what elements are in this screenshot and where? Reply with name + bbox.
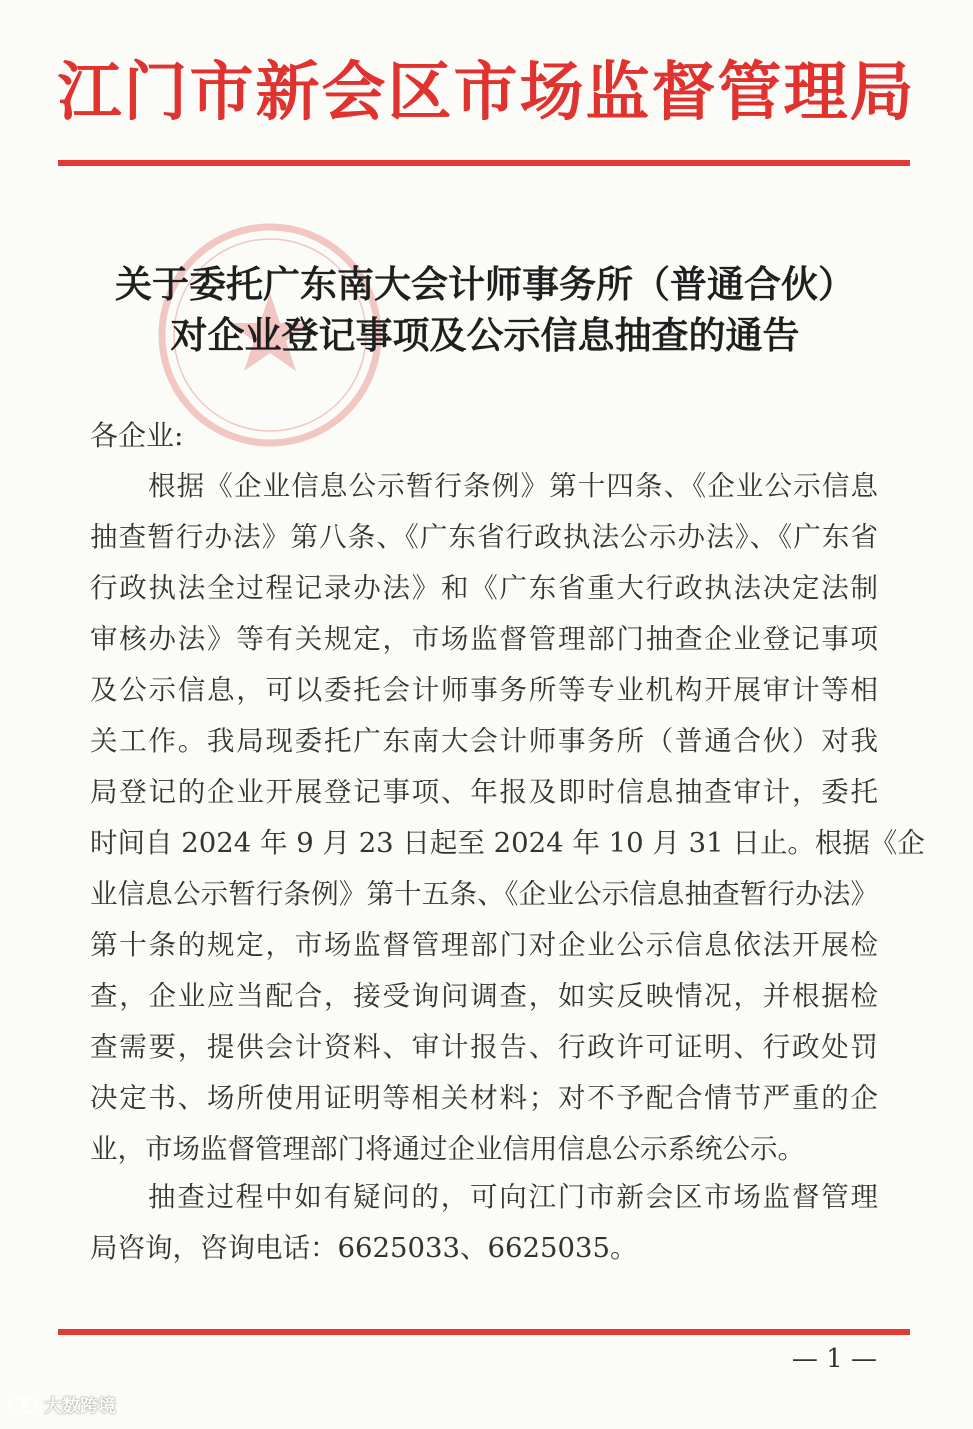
paragraph-line: 行政执法全过程记录办法》和《广东省重大行政执法决定法制 (90, 572, 878, 604)
paragraph-line: 时间自 2024 年 9 月 23 日起至 2024 年 10 月 31 日止。根据《企 (90, 827, 925, 859)
paragraph-line: 局咨询，咨询电话：6625033、6625035。 (90, 1232, 638, 1264)
paragraph-line: 查需要，提供会计资料、审计报告、行政许可证明、行政处罚 (90, 1031, 878, 1063)
paragraph-line: 及公示信息，可以委托会计师事务所等专业机构开展审计等相 (90, 674, 878, 706)
paragraph-line: 业信息公示暂行条例》第十五条、《企业公示信息抽查暂行办法》 (90, 878, 878, 910)
paragraph-line: 抽查暂行办法》第八条、《广东省行政执法公示办法》、《广东省 (90, 521, 878, 553)
paragraph-line: 审核办法》等有关规定，市场监督管理部门抽查企业登记事项 (90, 623, 878, 655)
header-red-rule (58, 160, 910, 166)
organization-header: 江门市新会区市场监督管理局 (57, 55, 916, 130)
paragraph-line: 局登记的企业开展登记事项、年报及即时信息抽查审计，委托 (90, 776, 878, 808)
paragraph-line: 第十条的规定，市场监督管理部门对企业公示信息依法开展检 (90, 929, 878, 961)
watermark (8, 1392, 116, 1418)
watermark-logo-icon (8, 1394, 40, 1416)
body-paragraph-1 (90, 461, 925, 1175)
paragraph-line: 抽查过程中如有疑问的，可向江门市新会区市场监督管理 (148, 1181, 878, 1213)
paragraph-line: 关工作。我局现委托广东南大会计师事务所（普通合伙）对我 (90, 725, 878, 757)
watermark-text: 大数跨境 (44, 1396, 116, 1417)
paragraph-line: 根据《企业信息公示暂行条例》第十四条、《企业公示信息 (148, 470, 878, 502)
notice-title-line-2: 对企业登记事项及公示信息抽查的通告 (170, 313, 800, 357)
salutation: 各企业: (90, 419, 184, 452)
footer-red-rule (58, 1329, 910, 1335)
body-paragraph-2 (90, 1172, 878, 1274)
paragraph-line: 业，市场监督管理部门将通过企业信用信息公示系统公示。 (90, 1133, 805, 1165)
paragraph-line: 查，企业应当配合，接受询问调查，如实反映情况，并根据检 (90, 980, 878, 1012)
page-number: — 1 — (791, 1344, 877, 1374)
paragraph-line: 决定书、场所使用证明等相关材料；对不予配合情节严重的企 (90, 1082, 878, 1114)
notice-title-line-1: 关于委托广东南大会计师事务所（普通合伙） (115, 262, 855, 306)
